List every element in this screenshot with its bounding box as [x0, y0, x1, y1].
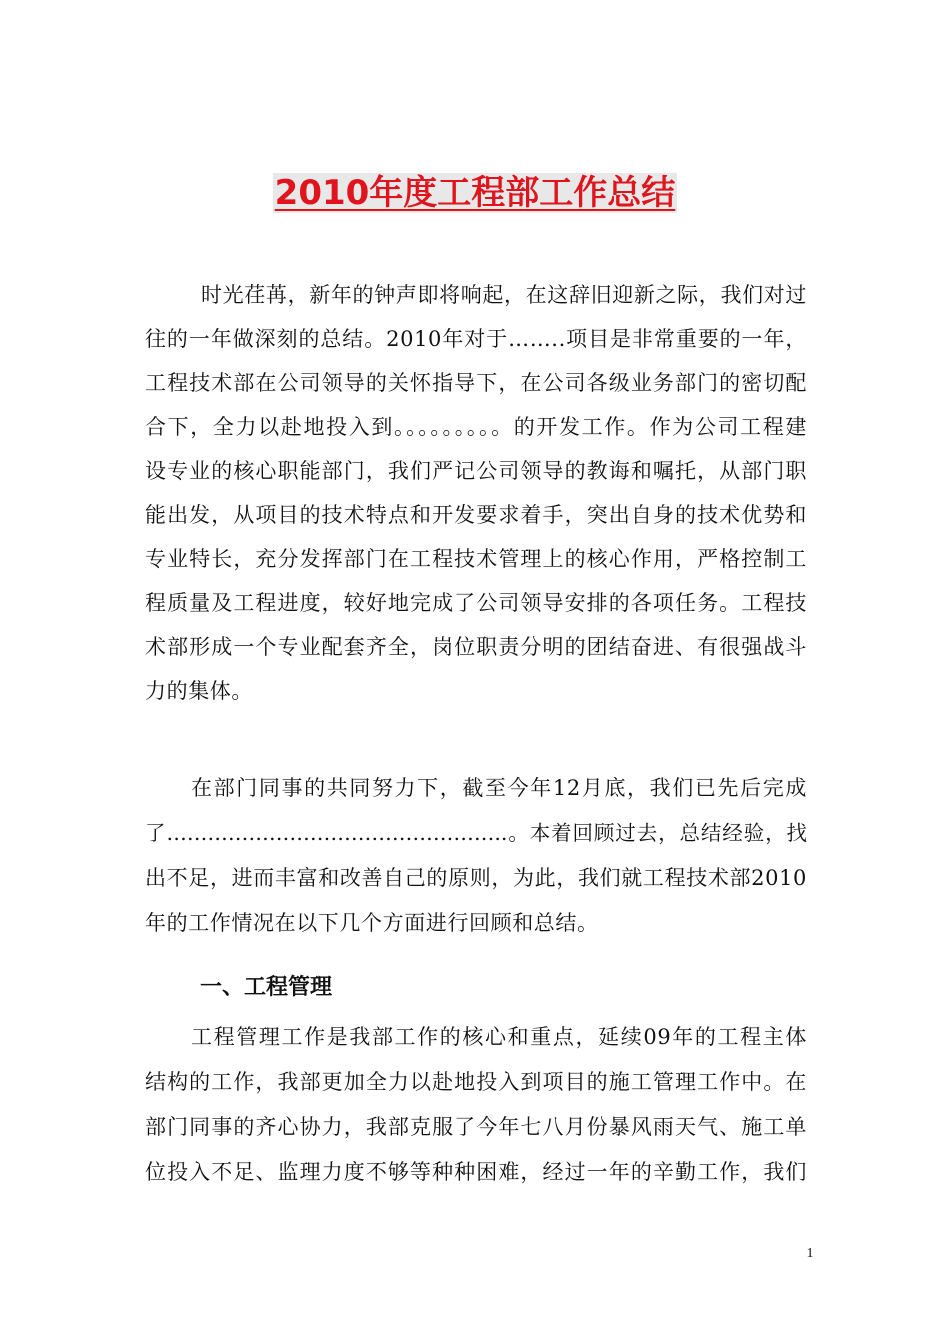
paragraph-line: 出不足，进而丰富和改善自己的原则，为此，我们就工程技术部2010	[145, 866, 807, 890]
paragraph-line: 部门同事的齐心协力，我部克服了今年七八月份暴风雨天气、施工单	[145, 1115, 807, 1139]
page-number: 1	[806, 1246, 814, 1261]
paragraph-line: 合下，全力以赴地投入到。。。。。。。。。的开发工作。作为公司工程建	[145, 415, 807, 439]
paragraph-line: 力的集体。	[145, 679, 253, 703]
paragraph-line: 工程管理工作是我部工作的核心和重点，延续09年的工程主体	[191, 1025, 807, 1049]
paragraph-line: 结构的工作，我部更加全力以赴地投入到项目的施工管理工作中。在	[145, 1070, 807, 1094]
paragraph-line: 位投入不足、监理力度不够等种种困难，经过一年的辛勤工作，我们	[145, 1160, 807, 1184]
document-title: 2010年度工程部工作总结	[274, 173, 676, 213]
paragraph-line: 程质量及工程进度，较好地完成了公司领导安排的各项任务。工程技	[145, 591, 807, 615]
paragraph-line: 设专业的核心职能部门，我们严记公司领导的教诲和嘱托，从部门职	[145, 459, 807, 483]
paragraph-line: 工程技术部在公司领导的关怀指导下，在公司各级业务部门的密切配	[145, 371, 807, 395]
paragraph-line: 专业特长，充分发挥部门在工程技术管理上的核心作用，严格控制工	[145, 547, 807, 571]
paragraph-line: 在部门同事的共同努力下，截至今年12月底，我们已先后完成	[191, 776, 807, 800]
paragraph-line: 能出发，从项目的技术特点和开发要求着手，突出自身的技术优势和	[145, 503, 807, 527]
section-heading: 一、工程管理	[200, 975, 333, 1000]
paragraph-line: 术部形成一个专业配套齐全，岗位职责分明的团结奋进、有很强战斗	[145, 635, 807, 659]
paragraph-line: 时光荏苒，新年的钟声即将响起，在这辞旧迎新之际，我们对过	[201, 283, 807, 307]
paragraph-line: 了…………………………………………..。本着回顾过去，总结经验，找	[145, 821, 807, 845]
paragraph-line: 往的一年做深刻的总结。2010年对于……..项目是非常重要的一年，	[145, 327, 807, 351]
paragraph-line: 年的工作情况在以下几个方面进行回顾和总结。	[145, 911, 599, 935]
